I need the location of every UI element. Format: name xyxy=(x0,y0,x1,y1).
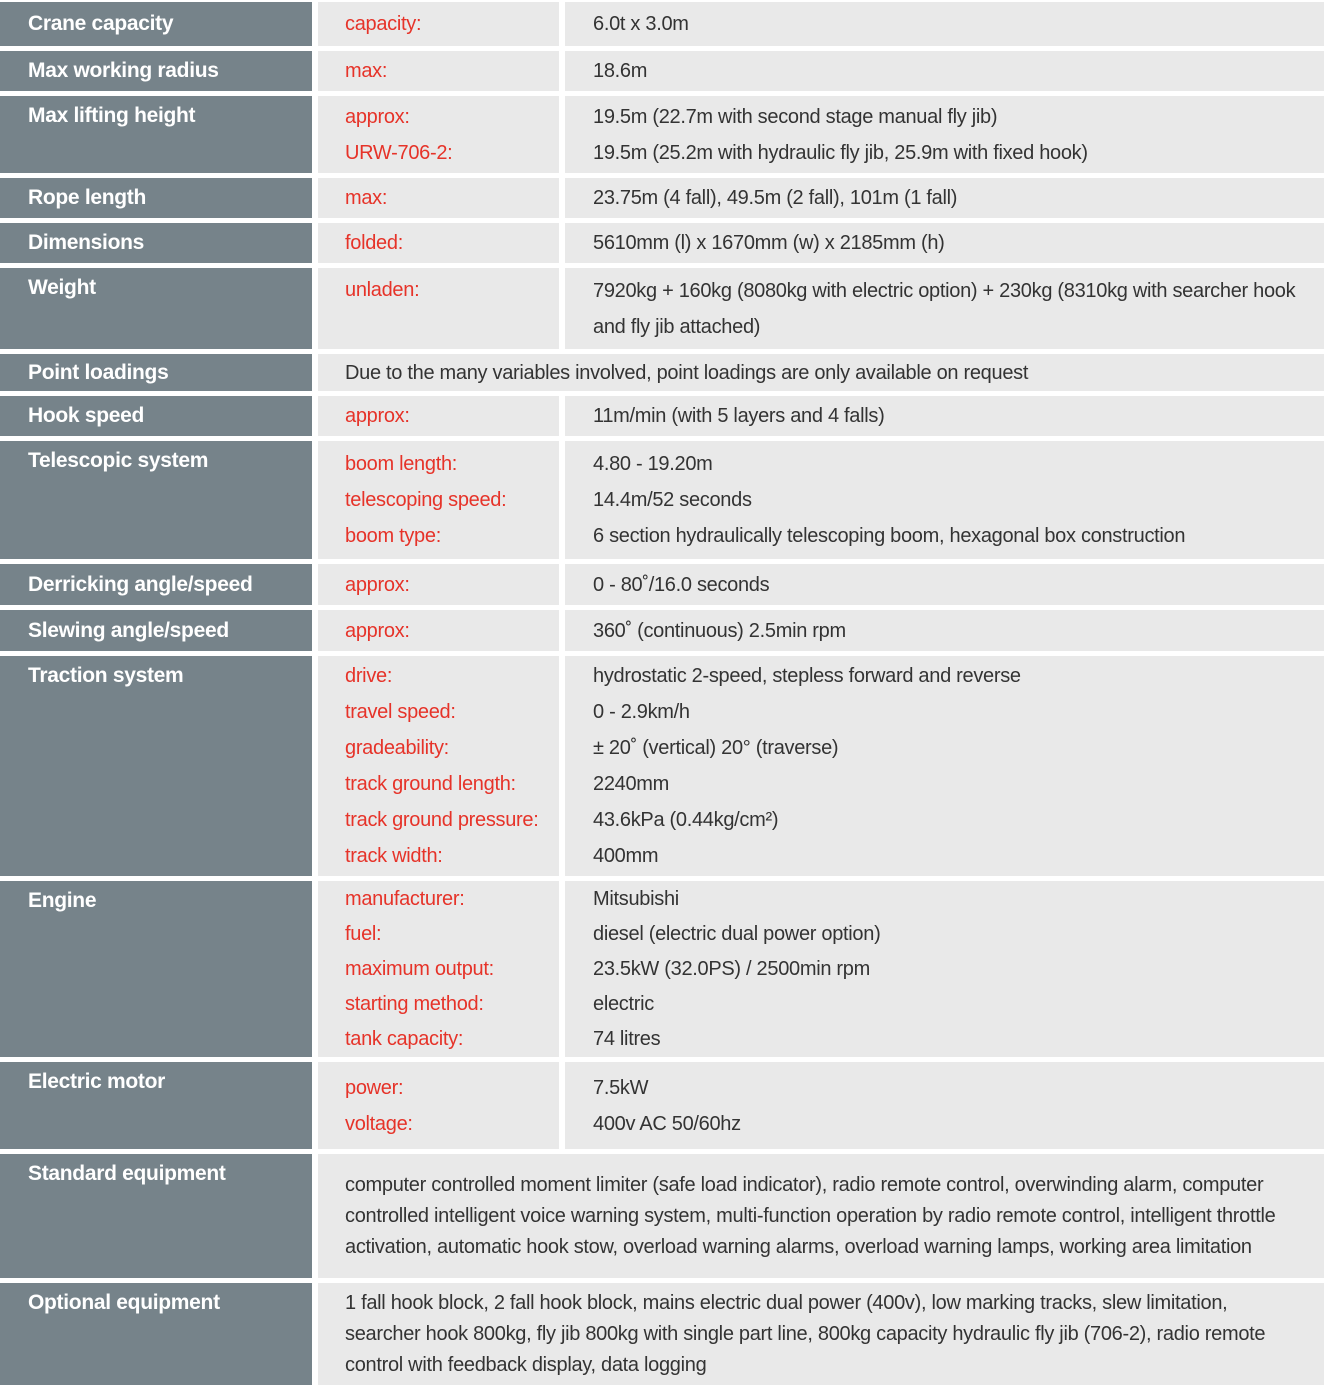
spec-value: electric xyxy=(593,992,654,1015)
table-row-max-lifting-height xyxy=(0,96,1324,173)
spec-label: URW-706-2: xyxy=(345,141,453,164)
row-header-label: Dimensions xyxy=(28,231,145,254)
spec-label-cell xyxy=(318,1062,559,1149)
spec-label-cell xyxy=(318,268,559,349)
spec-label: tank capacity: xyxy=(345,1027,464,1050)
row-header xyxy=(0,881,312,1057)
table-row-slewing xyxy=(0,610,1324,651)
row-header-label: Slewing angle/speed xyxy=(28,618,229,642)
spec-value: 6 section hydraulically telescoping boom, hexagonal box construction xyxy=(593,525,1186,547)
spec-note: 1 fall hook block, 2 fall hook block, mains electric dual power (400v), low marking tracks, slew limitation, searcher hook 800kg, fly jib 800kg with single part line, 800kg capacity hydraulic fly jib (706-2), radio remote control with feedback display, data logging xyxy=(345,1291,1266,1376)
row-header xyxy=(0,1062,312,1149)
spec-label-cell xyxy=(318,96,559,173)
spec-value: 18.6m xyxy=(593,60,648,82)
spec-label-cell xyxy=(318,564,559,605)
spec-label: approx: xyxy=(345,619,410,642)
spec-label-cell xyxy=(318,223,559,263)
spec-label-cell xyxy=(318,441,559,559)
spec-label: approx: xyxy=(345,405,410,427)
spec-label: drive: xyxy=(345,665,393,687)
spec-value-cell xyxy=(565,564,1324,605)
spec-value: 74 litres xyxy=(593,1027,661,1050)
table-row-engine xyxy=(0,881,1324,1057)
table-row-crane-capacity xyxy=(0,2,1324,46)
spec-label: boom length: xyxy=(345,453,458,475)
row-header xyxy=(0,178,312,218)
spec-label: fuel: xyxy=(345,922,382,945)
spec-value: 43.6kPa (0.44kg/cm²) xyxy=(593,809,779,831)
row-header xyxy=(0,268,312,349)
spec-value: 400mm xyxy=(593,845,659,867)
spec-label: power: xyxy=(345,1076,404,1099)
spec-label: boom type: xyxy=(345,525,441,547)
table-row-derricking xyxy=(0,564,1324,605)
row-header xyxy=(0,564,312,605)
row-header-label: Traction system xyxy=(28,664,184,687)
table-row-hook-speed xyxy=(0,396,1324,436)
row-header-label: Optional equipment xyxy=(28,1291,220,1314)
spec-value: 23.5kW (32.0PS) / 2500min rpm xyxy=(593,957,870,980)
spec-label: track ground length: xyxy=(345,773,516,795)
table-row-rope-length xyxy=(0,178,1324,218)
spec-value: 14.4m/52 seconds xyxy=(593,489,752,511)
row-header-label: Point loadings xyxy=(28,360,169,384)
row-header xyxy=(0,51,312,91)
table-row-weight xyxy=(0,268,1324,349)
row-header-label: Telescopic system xyxy=(28,449,209,472)
spec-label: travel speed: xyxy=(345,701,456,723)
spec-value-cell xyxy=(565,441,1324,559)
spec-label: starting method: xyxy=(345,992,484,1015)
row-header-label: Crane capacity xyxy=(28,12,174,35)
spec-value: 19.5m (25.2m with hydraulic fly jib, 25.9m with fixed hook) xyxy=(593,141,1088,164)
spec-label-cell xyxy=(318,610,559,651)
spec-value: 5610mm (l) x 1670mm (w) x 2185mm (h) xyxy=(593,232,945,254)
row-header xyxy=(0,396,312,436)
spec-value: hydrostatic 2-speed, stepless forward and reverse xyxy=(593,665,1021,687)
row-header-label: Standard equipment xyxy=(28,1162,226,1185)
spec-value: 2240mm xyxy=(593,773,670,795)
row-header-label: Electric motor xyxy=(28,1070,166,1093)
spec-value: 4.80 - 19.20m xyxy=(593,453,713,475)
row-header xyxy=(0,1154,312,1278)
spec-label: folded: xyxy=(345,232,403,254)
spec-note-cell xyxy=(318,1283,1324,1385)
spec-value-cell xyxy=(565,51,1324,91)
row-header-label: Rope length xyxy=(28,186,147,209)
table-row-optional-equipment xyxy=(0,1283,1324,1385)
spec-label: capacity: xyxy=(345,13,422,35)
spec-value: Mitsubishi xyxy=(593,887,679,910)
table-row-dimensions xyxy=(0,223,1324,263)
spec-label-cell xyxy=(318,2,559,46)
spec-value-cell xyxy=(565,396,1324,436)
row-header xyxy=(0,610,312,651)
row-header-label: Derricking angle/speed xyxy=(28,572,253,596)
row-header xyxy=(0,223,312,263)
spec-value-cell xyxy=(565,223,1324,263)
spec-value: 400v AC 50/60hz xyxy=(593,1112,741,1135)
spec-value: 19.5m (22.7m with second stage manual fly jib) xyxy=(593,105,998,128)
table-row-traction-system xyxy=(0,656,1324,876)
row-header xyxy=(0,1283,312,1385)
spec-label: gradeability: xyxy=(345,737,449,759)
spec-label: maximum output: xyxy=(345,957,494,980)
row-header-label: Engine xyxy=(28,889,97,912)
spec-label-cell xyxy=(318,881,559,1057)
spec-value-cell xyxy=(565,96,1324,173)
spec-label: approx: xyxy=(345,573,410,596)
row-header xyxy=(0,656,312,876)
spec-value: 23.75m (4 fall), 49.5m (2 fall), 101m (1 fall) xyxy=(593,187,958,209)
row-header-label: Hook speed xyxy=(28,404,145,427)
spec-value: 360˚ (continuous) 2.5min rpm xyxy=(593,619,846,642)
spec-value-cell xyxy=(565,178,1324,218)
table-row-point-loadings xyxy=(0,354,1324,391)
spec-label: voltage: xyxy=(345,1112,413,1135)
spec-label: approx: xyxy=(345,105,410,128)
spec-value-cell xyxy=(565,1062,1324,1149)
spec-value: 0 - 2.9km/h xyxy=(593,701,690,723)
table-row-electric-motor xyxy=(0,1062,1324,1149)
table-row-standard-equipment xyxy=(0,1154,1324,1278)
row-header xyxy=(0,441,312,559)
spec-label: unladen: xyxy=(345,279,420,301)
row-header-label: Max lifting height xyxy=(28,104,196,127)
spec-label-cell xyxy=(318,178,559,218)
row-header-label: Weight xyxy=(28,276,96,299)
spec-label: max: xyxy=(345,187,388,209)
spec-value: 7920kg + 160kg (8080kg with electric option) + 230kg (8310kg with searcher hook and fly jib attached) xyxy=(593,279,1296,338)
spec-value: 6.0t x 3.0m xyxy=(593,13,689,35)
row-header-label: Max working radius xyxy=(28,59,219,82)
spec-note: computer controlled moment limiter (safe load indicator), radio remote control, overwinding alarm, computer controlled intelligent voice warning system, multi-function operation by radio remote control, intelligent throttle activation, automatic hook stow, overload warning alarms, overload warning lamps, working area limitation xyxy=(345,1173,1276,1258)
row-header xyxy=(0,2,312,46)
spec-label: track ground pressure: xyxy=(345,809,539,831)
spec-label-cell xyxy=(318,51,559,91)
row-header xyxy=(0,96,312,173)
spec-value-cell xyxy=(565,2,1324,46)
spec-value-cell xyxy=(565,268,1324,349)
spec-label-cell xyxy=(318,396,559,436)
spec-label: track width: xyxy=(345,845,443,867)
spec-value-cell xyxy=(565,656,1324,876)
spec-value: 0 - 80˚/16.0 seconds xyxy=(593,573,770,596)
spec-value-cell xyxy=(565,610,1324,651)
spec-label: telescoping speed: xyxy=(345,489,507,511)
spec-note-cell xyxy=(318,1154,1324,1278)
row-header xyxy=(0,354,312,391)
spec-note-cell xyxy=(318,354,1324,391)
spec-label: manufacturer: xyxy=(345,887,465,910)
table-row-telescopic-system xyxy=(0,441,1324,559)
spec-value: ± 20˚ (vertical) 20° (traverse) xyxy=(593,737,839,759)
spec-value: 7.5kW xyxy=(593,1076,649,1099)
spec-value-cell xyxy=(565,881,1324,1057)
table-row-max-working-radius xyxy=(0,51,1324,91)
spec-label-cell xyxy=(318,656,559,876)
spec-value: 11m/min (with 5 layers and 4 falls) xyxy=(593,405,885,427)
spec-value: diesel (electric dual power option) xyxy=(593,922,881,945)
spec-label: max: xyxy=(345,60,388,82)
spec-note: Due to the many variables involved, point loadings are only available on request xyxy=(345,361,1029,384)
